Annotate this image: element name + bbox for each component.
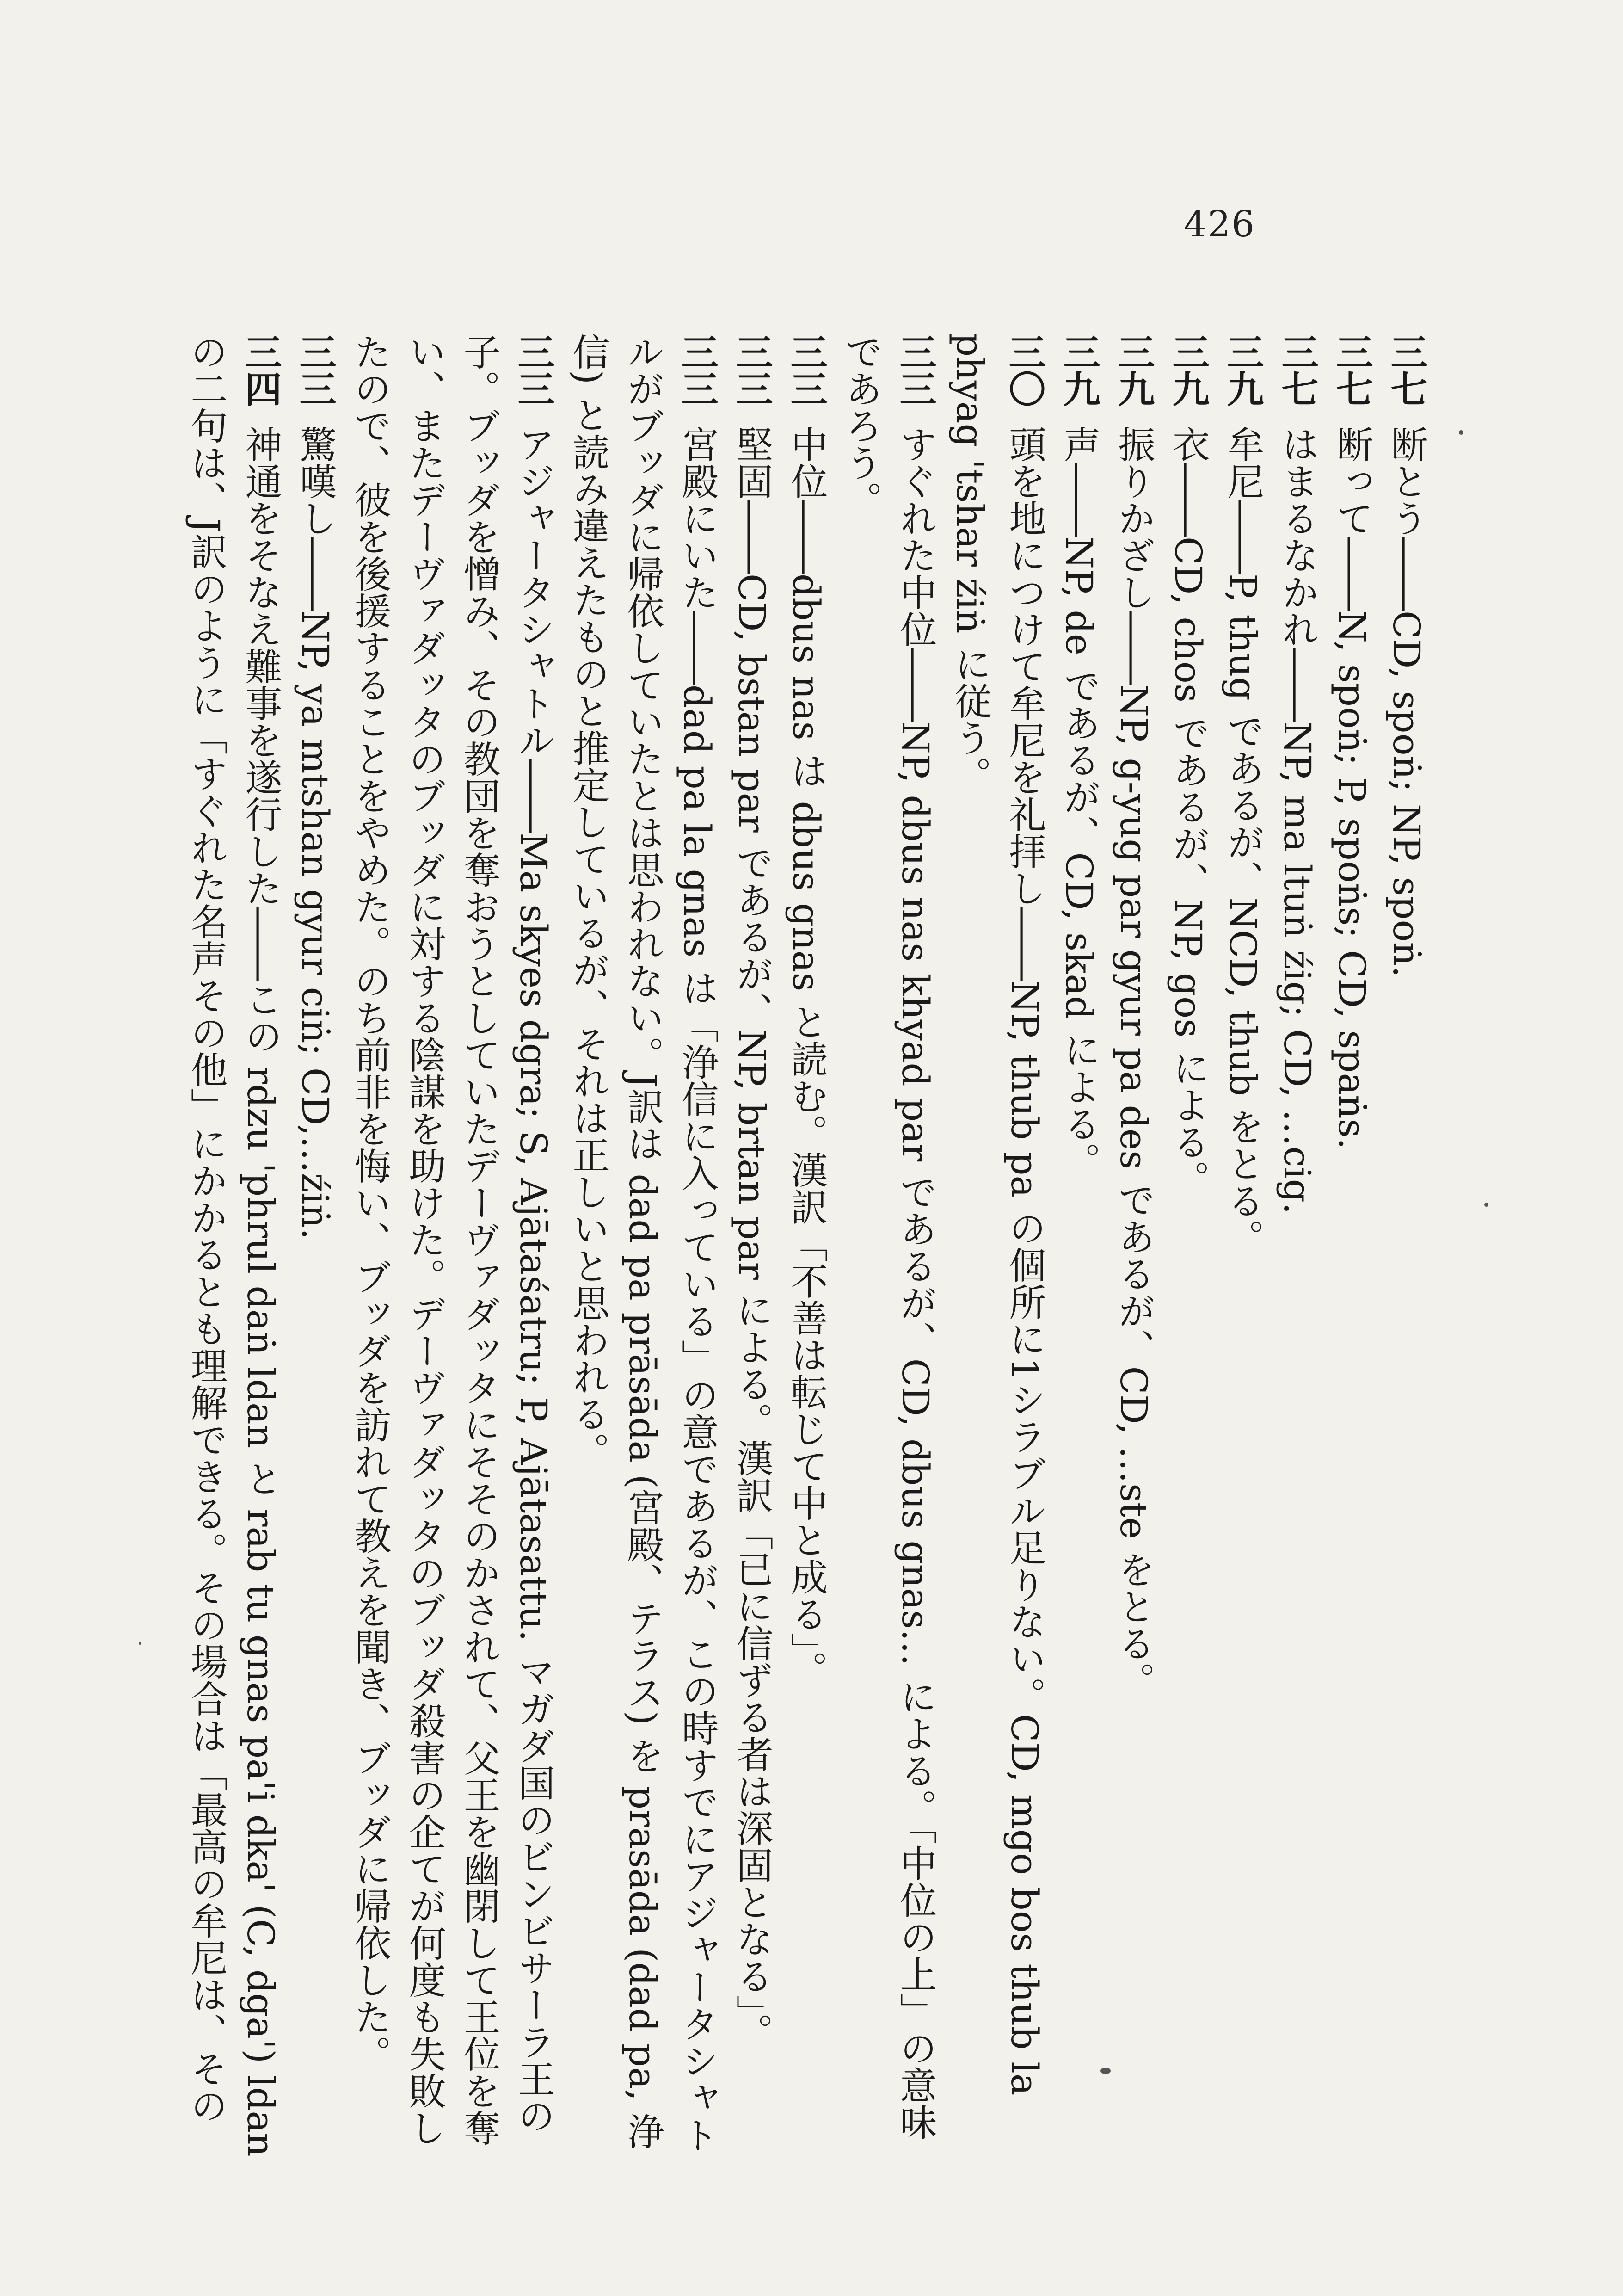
note-item	[1270, 333, 1324, 2160]
note-item	[1324, 333, 1379, 2160]
note-text: 振りかざし――NP, g-yug par gyur pa des であるが、CD, …ste をとる。	[1112, 426, 1155, 1699]
note-number: 三三	[675, 333, 719, 407]
notes-column-block	[92, 333, 1433, 2160]
note-text: すぐれた中位――NP, dbus nas khyad par であるが、CD, dbus gnas… による。「中位の上」の意味であろう。	[839, 333, 937, 2141]
scan-speck	[1484, 1203, 1488, 1207]
note-number: 三〇	[1002, 333, 1046, 407]
note-item	[724, 333, 779, 2160]
scan-speck	[1459, 430, 1463, 435]
note-number: 三三	[511, 333, 555, 407]
note-item	[342, 333, 560, 2160]
note-text: 驚嘆し――NP, ya mtshan gyur ciṅ; CD,…źiṅ.	[294, 426, 337, 1240]
note-number: 三九	[1057, 333, 1100, 407]
note-text: 頭を地につけて牟尼を礼拝し――NP, thub pa の個所に1シラブル足りない。CD, mgo bos thub la phyag 'tshar źiṅ に従う。	[948, 333, 1046, 2096]
note-item	[1051, 333, 1106, 2160]
note-item	[560, 333, 724, 2160]
note-item	[178, 333, 288, 2160]
note-number: 三九	[1166, 333, 1210, 407]
note-text: アジャータシャトル――Ma skyes dgra; S, Ajātaśatru; P, Ajātasattu. マガダ国のビンビサーラ王の子。ブッダを憎み、その教団を奪おうとしていたデーヴァダッタにそそのかされて、父王を幽閉して王位を奪い、またデーヴァダッタのブッダに対する陰謀を助けた。デーヴァダッタのブッダ殺害の企てが何度も失敗したので、彼を後援することをやめた。のち前非を悔い、ブッダを訪れて教えを聞き、ブッダに帰依した。	[348, 333, 555, 2146]
note-text: 神通をそなえ難事を遂行した――この rdzu 'phrul daṅ ldan と rab tu gnas pa'i dka' (C, dga') ldan の二句は、J訳のように「すぐれた名声その他」にかかるとも理解できる。その場合は「最高の牟尼は、その	[184, 333, 282, 2157]
note-number: 三三	[293, 333, 337, 407]
note-number: 三七	[1330, 333, 1373, 407]
note-item	[942, 333, 1051, 2160]
note-text: 衣――CD, chos であるが、NP, gos による。	[1167, 426, 1210, 1197]
note-text: 宮殿にいた――dad pa la gnas は「浄信に入っている」の意であるが、この時すでにアジャータシャトルがブッダに帰依していたとは思われない。J訳は dad pa prāsāda (宮殿、テラス) を prasāda (dad pa, 浄信) と読み違えたものと推定しているが、それは正しいと思われる。	[566, 333, 719, 2154]
note-text: はまるなかれ――NP, ma ltuṅ źig; CD, …cig.	[1276, 426, 1319, 1215]
note-text: 堅固――CD, bstan par であるが、NP, brtan par による。漢訳「已に信ずる者は深固となる」。	[730, 426, 773, 2050]
note-text: 中位――dbus nas は dbus gnas と読む。漢訳「不善は転じて中と成る」。	[785, 426, 828, 1688]
note-number: 三九	[1221, 333, 1264, 407]
note-number: 三九	[1112, 333, 1155, 407]
note-number: 三三	[784, 333, 828, 407]
scan-speck	[139, 1642, 141, 1645]
note-item	[1161, 333, 1215, 2160]
note-number: 三三	[893, 333, 937, 407]
note-text: 断とう――CD, spoṅ; NP, spoṅ.	[1385, 426, 1428, 978]
note-item	[1379, 333, 1433, 2160]
note-text: 断って――N, spoṅ; P, spoṅs; CD, spaṅs.	[1330, 426, 1373, 1150]
note-item	[833, 333, 942, 2160]
note-item	[779, 333, 833, 2160]
note-item	[1215, 333, 1270, 2160]
note-item	[1106, 333, 1161, 2160]
page-number: 426	[1184, 204, 1255, 245]
note-number: 三七	[1275, 333, 1319, 407]
note-number: 三三	[730, 333, 773, 407]
scan-speck	[1100, 2068, 1111, 2074]
note-text: 声――NP, de であるが、CD, skad による。	[1057, 426, 1100, 1179]
note-number: 三七	[1384, 333, 1428, 407]
note-number: 三四	[239, 333, 282, 407]
note-text: 牟尼――P, thug であるが、NCD, thub をとる。	[1221, 426, 1264, 1256]
note-item	[288, 333, 342, 2160]
